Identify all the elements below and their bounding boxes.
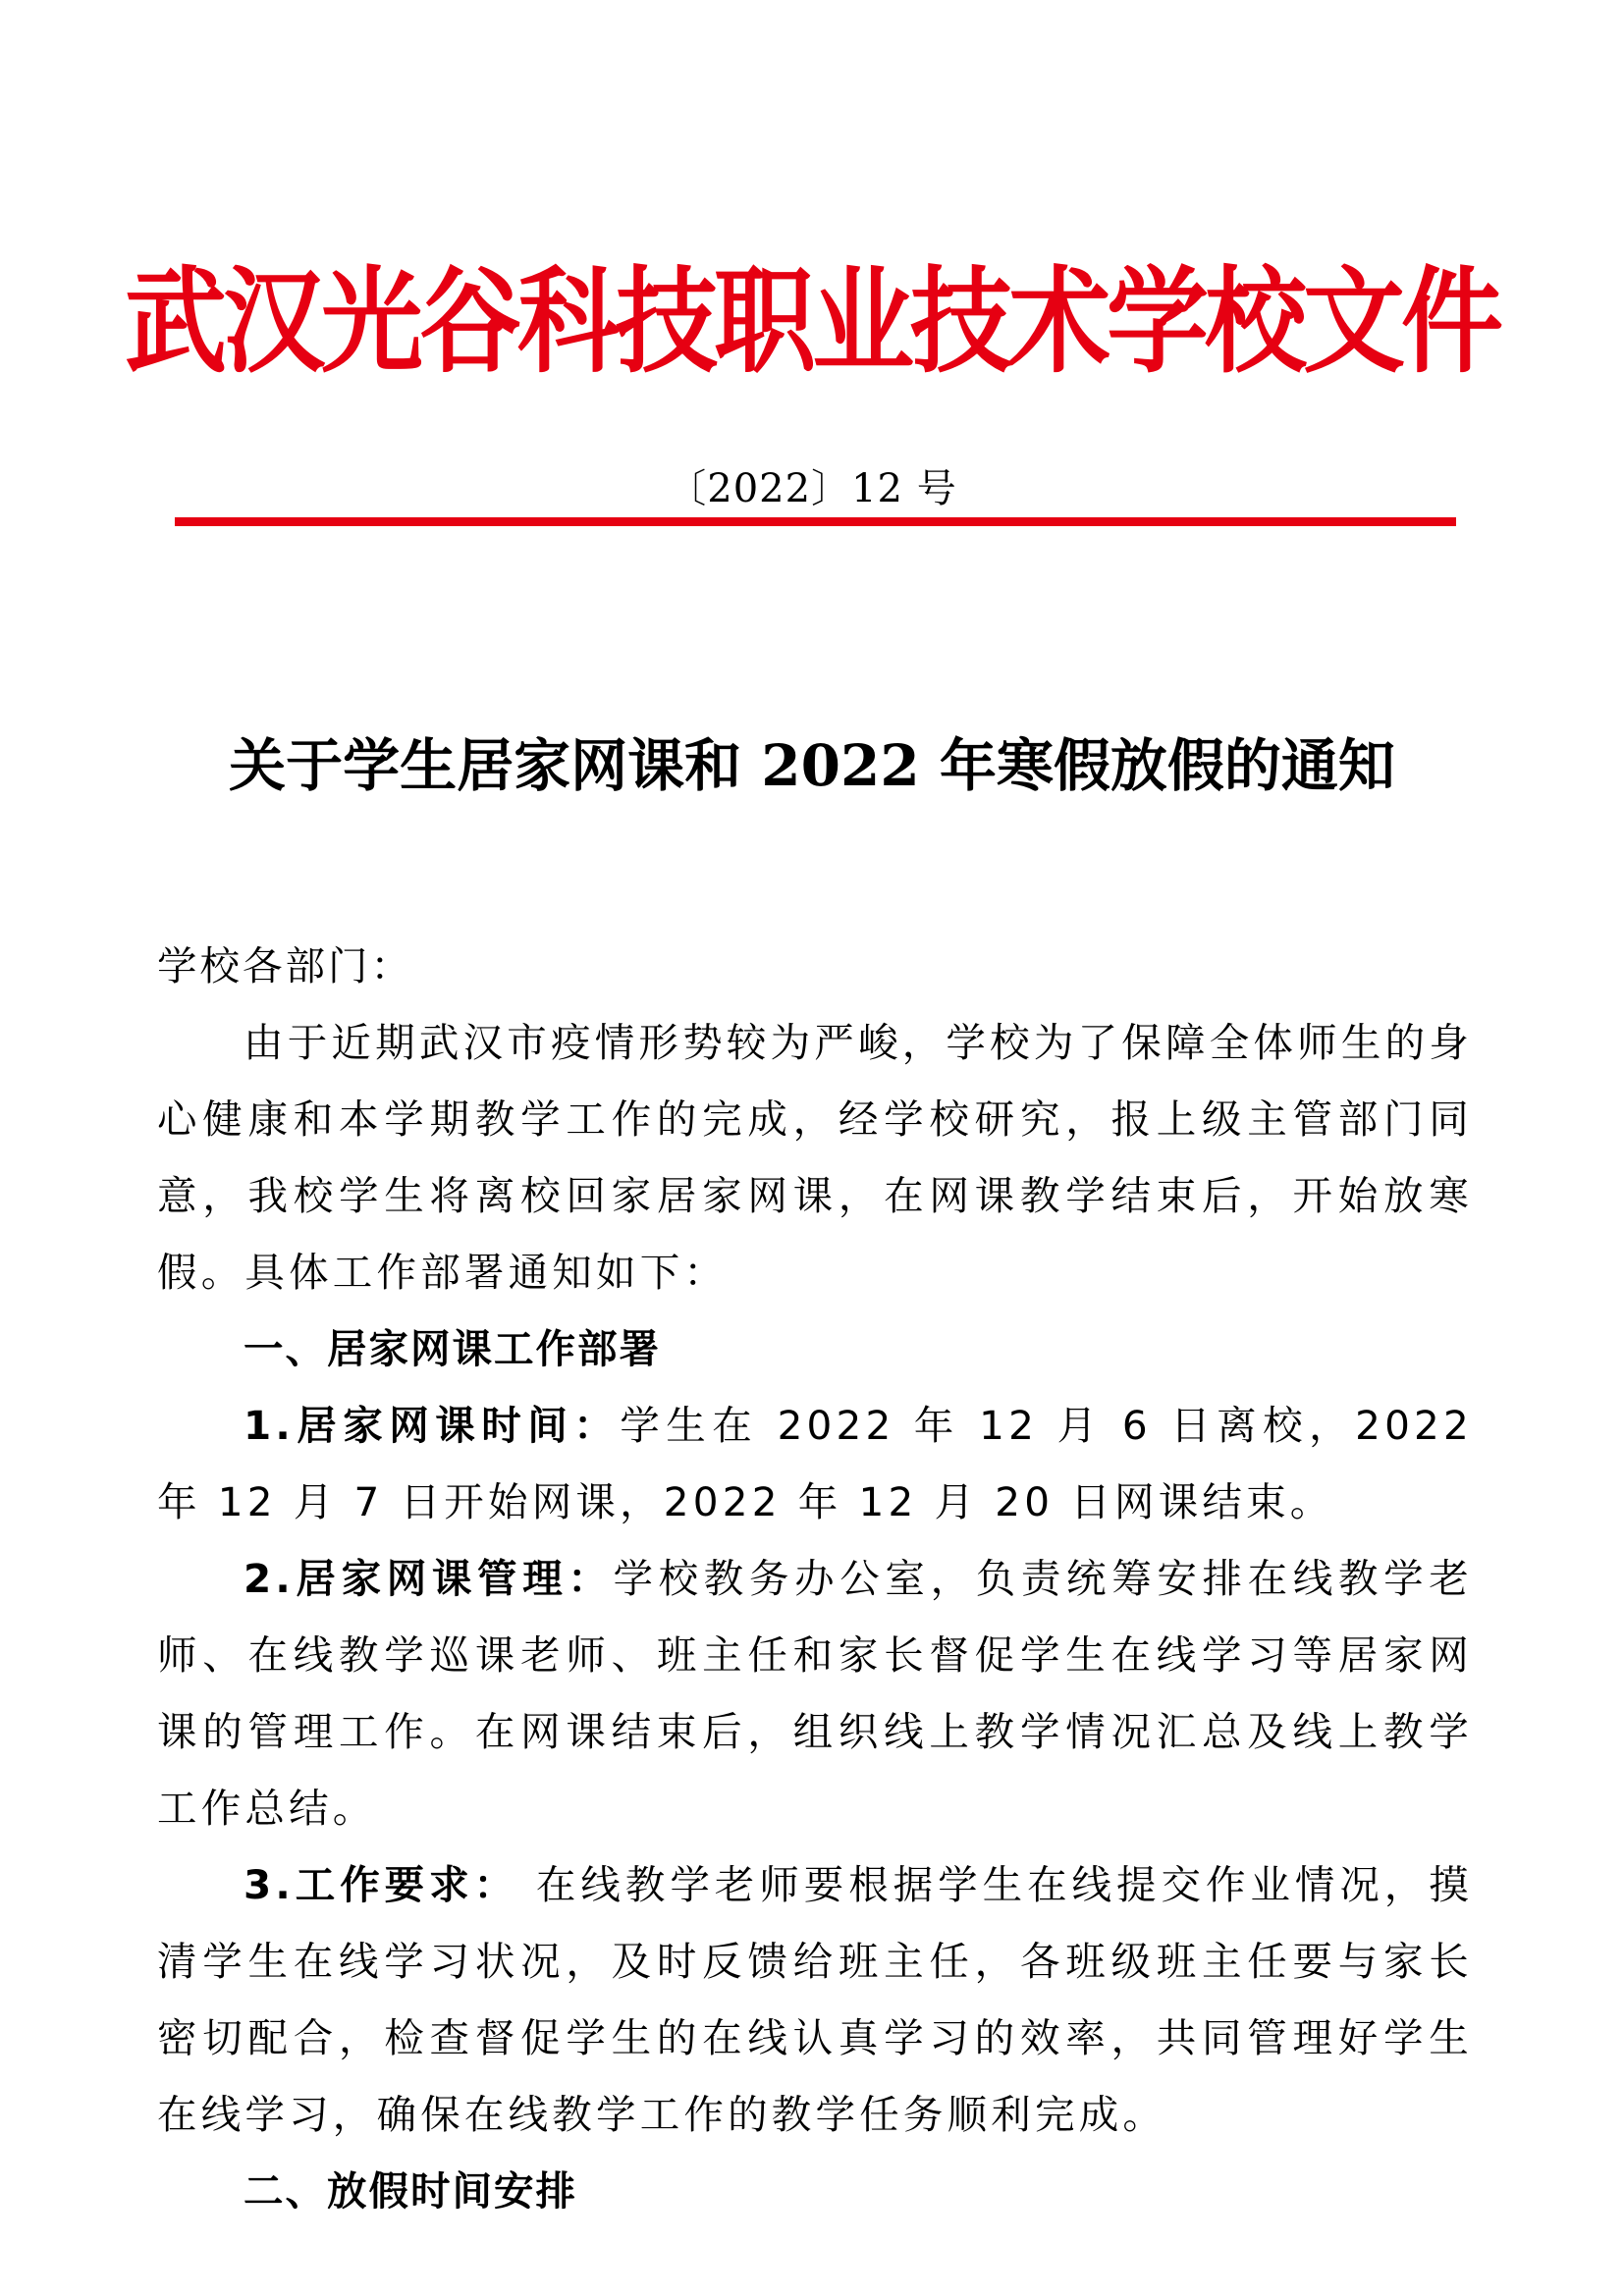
item-paragraph-3	[157, 1846, 1473, 2153]
notice-body	[157, 928, 1473, 2229]
header-red-rule	[175, 517, 1456, 526]
document-number: 〔2022〕12 号	[667, 466, 957, 511]
item-label-3: 3.工作要求：	[244, 1861, 519, 1908]
item-text-2: 学校教务办公室，负责统筹安排在线教学老师、在线教学巡课老师、班主任和家长督促学生在线学习等居家网课的管理工作。在网课结束后，组织线上教学情况汇总及线上教学工作总结。	[157, 1555, 1473, 1832]
item-paragraph-1	[157, 1387, 1473, 1540]
school-document-title: 武汉光谷科技职业技术学校文件	[124, 253, 1499, 390]
notice-title: 关于学生居家网课和 2022 年寒假放假的通知	[229, 732, 1395, 799]
item-text-1: 学生在 2022 年 12 月 6 日离校，2022 年 12 月 7 日开始网课，2022 年 12 月 20 日网课结束。	[157, 1402, 1473, 1525]
item-label-1: 1.居家网课时间：	[244, 1402, 621, 1449]
item-label-2: 2.居家网课管理：	[244, 1555, 614, 1602]
salutation: 学校各部门：	[157, 942, 413, 989]
section-heading-1: 一、居家网课工作部署	[244, 1325, 661, 1372]
item-paragraph-2	[157, 1540, 1473, 1846]
intro-paragraph: 由于近期武汉市疫情形势较为严峻，学校为了保障全体师生的身心健康和本学期教学工作的完成，经学校研究，报上级主管部门同意，我校学生将离校回家居家网课，在网课教学结束后，开始放寒假。具体工作部署通知如下：	[157, 1019, 1473, 1296]
section-heading-2: 二、放假时间安排	[244, 2167, 577, 2215]
item-text-3: 在线教学老师要根据学生在线提交作业情况，摸清学生在线学习状况，及时反馈给班主任，各班级班主任要与家长密切配合，检查督促学生的在线认真学习的效率，共同管理好学生在线学习，确保在线教学工作的教学任务顺利完成。	[157, 1861, 1473, 2138]
